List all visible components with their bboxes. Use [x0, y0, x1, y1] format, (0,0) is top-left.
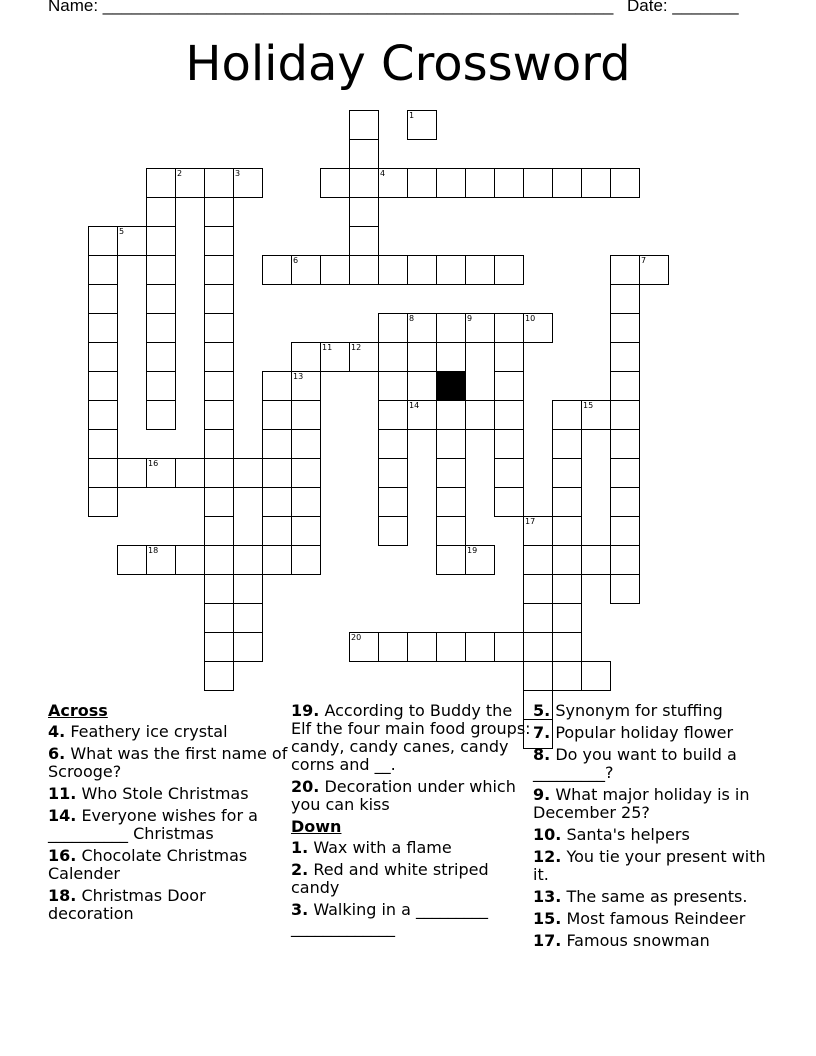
down-clue-10: 10. Santa's helpers	[533, 825, 690, 844]
down-clue-13: 13. The same as presents.	[533, 887, 748, 906]
grid-cell[interactable]	[146, 197, 176, 227]
across-heading: Across	[48, 701, 108, 720]
grid-cell[interactable]	[204, 545, 234, 575]
grid-cell[interactable]	[378, 458, 408, 488]
down-clue-9: 9. What major holiday is in December 25?	[533, 785, 750, 822]
clue-number-label: 12	[351, 343, 362, 352]
grid-cell[interactable]	[146, 255, 176, 285]
grid-cell[interactable]	[610, 516, 640, 546]
grid-cell[interactable]	[494, 632, 524, 662]
grid-cell[interactable]	[552, 545, 582, 575]
grid-cell[interactable]	[436, 168, 466, 198]
grid-cell[interactable]	[494, 255, 524, 285]
grid-cell[interactable]	[465, 400, 495, 430]
grid-cell[interactable]	[88, 429, 118, 459]
grid-cell[interactable]	[175, 458, 205, 488]
grid-cell[interactable]	[494, 168, 524, 198]
grid-cell[interactable]	[117, 226, 147, 256]
grid-cell[interactable]	[204, 429, 234, 459]
grid-cell[interactable]	[610, 487, 640, 517]
grid-cell[interactable]	[233, 574, 263, 604]
clue-column-1	[48, 702, 288, 927]
across-clue-16: 16. Chocolate Christmas Calender	[48, 846, 248, 883]
grid-cell[interactable]	[349, 632, 379, 662]
grid-cell[interactable]	[581, 661, 611, 691]
grid-cell[interactable]	[494, 371, 524, 401]
grid-cell[interactable]	[233, 545, 263, 575]
grid-cell[interactable]	[610, 313, 640, 343]
grid-cell[interactable]	[465, 168, 495, 198]
grid-cell[interactable]	[88, 487, 118, 517]
grid-cell[interactable]	[436, 487, 466, 517]
grid-cell[interactable]	[88, 226, 118, 256]
grid-cell[interactable]	[407, 632, 437, 662]
down-clue-17: 17. Famous snowman	[533, 931, 710, 950]
grid-cell[interactable]	[204, 342, 234, 372]
grid-cell[interactable]	[262, 255, 292, 285]
grid-cell[interactable]	[146, 545, 176, 575]
grid-cell[interactable]	[291, 516, 321, 546]
name-field[interactable]: Name: ______________________________________________________	[48, 0, 614, 15]
grid-cell[interactable]	[552, 429, 582, 459]
grid-cell[interactable]	[262, 545, 292, 575]
down-clue-1: 1. Wax with a flame	[291, 838, 452, 857]
grid-cell[interactable]	[320, 168, 350, 198]
clue-number-label: 17	[525, 517, 536, 526]
grid-cell[interactable]	[88, 458, 118, 488]
down-clue-3: 3. Walking in a _________ _____________	[291, 900, 489, 937]
grid-cell[interactable]	[581, 545, 611, 575]
grid-cell[interactable]	[436, 458, 466, 488]
grid-cell[interactable]	[204, 458, 234, 488]
grid-cell[interactable]	[378, 342, 408, 372]
down-clue-7: 7. Popular holiday flower	[533, 723, 734, 742]
grid-cell[interactable]	[204, 226, 234, 256]
grid-cell[interactable]	[465, 632, 495, 662]
clue-number-label: 5	[119, 227, 125, 236]
grid-cell[interactable]	[146, 371, 176, 401]
grid-cell[interactable]	[291, 342, 321, 372]
grid-cell[interactable]	[88, 313, 118, 343]
grid-cell[interactable]	[204, 516, 234, 546]
clue-number-label: 1	[409, 111, 415, 120]
grid-cell[interactable]	[146, 168, 176, 198]
grid-cell[interactable]	[291, 429, 321, 459]
grid-cell[interactable]	[262, 458, 292, 488]
grid-cell[interactable]	[465, 313, 495, 343]
clue-number-label: 14	[409, 401, 420, 410]
grid-cell[interactable]	[610, 342, 640, 372]
clue-number-label: 8	[409, 314, 415, 323]
grid-cell[interactable]	[436, 429, 466, 459]
down-clue-5: 5. Synonym for stuffing	[533, 701, 723, 720]
grid-cell[interactable]	[349, 342, 379, 372]
grid-cell[interactable]	[494, 458, 524, 488]
grid-cell[interactable]	[436, 632, 466, 662]
grid-cell[interactable]	[88, 400, 118, 430]
grid-cell[interactable]	[378, 487, 408, 517]
clue-number-label: 10	[525, 314, 536, 323]
grid-cell[interactable]	[436, 400, 466, 430]
grid-cell[interactable]	[610, 545, 640, 575]
grid-cell[interactable]	[204, 574, 234, 604]
grid-cell[interactable]	[378, 429, 408, 459]
grid-cell[interactable]	[349, 197, 379, 227]
grid-cell[interactable]	[146, 458, 176, 488]
grid-cell[interactable]	[581, 168, 611, 198]
grid-cell[interactable]	[349, 139, 379, 169]
grid-cell[interactable]	[204, 168, 234, 198]
grid-cell[interactable]	[175, 168, 205, 198]
grid-cell[interactable]	[610, 429, 640, 459]
grid-cell[interactable]	[610, 255, 640, 285]
grid-cell[interactable]	[146, 284, 176, 314]
grid-cell[interactable]	[262, 400, 292, 430]
clue-number-label: 4	[380, 169, 386, 178]
grid-cell[interactable]	[378, 632, 408, 662]
grid-cell[interactable]	[88, 255, 118, 285]
grid-cell[interactable]	[494, 429, 524, 459]
grid-cell[interactable]	[523, 632, 553, 662]
grid-cell[interactable]	[146, 226, 176, 256]
grid-cell[interactable]	[436, 313, 466, 343]
clue-number-label: 15	[583, 401, 594, 410]
grid-cell[interactable]	[610, 574, 640, 604]
grid-cell[interactable]	[610, 168, 640, 198]
across-clue-6: 6. What was the first name of Scrooge?	[48, 744, 288, 781]
grid-cell[interactable]	[175, 545, 205, 575]
grid-cell[interactable]	[204, 400, 234, 430]
grid-cell[interactable]	[407, 400, 437, 430]
grid-cell[interactable]	[407, 110, 437, 140]
grid-cell[interactable]	[146, 400, 176, 430]
grid-cell[interactable]	[291, 400, 321, 430]
grid-cell[interactable]	[233, 603, 263, 633]
grid-cell[interactable]	[610, 400, 640, 430]
grid-cell[interactable]	[204, 603, 234, 633]
clue-number-label: 6	[293, 256, 299, 265]
grid-cell[interactable]	[146, 313, 176, 343]
clue-number-label: 18	[148, 546, 159, 555]
grid-cell[interactable]	[378, 371, 408, 401]
across-clue-19: 19. According to Buddy the Elf the four main food groups: candy, candy canes, candy corns and __.	[291, 701, 531, 774]
grid-cell[interactable]	[523, 516, 553, 546]
grid-cell[interactable]	[204, 661, 234, 691]
grid-cell[interactable]	[262, 516, 292, 546]
grid-cell[interactable]	[262, 429, 292, 459]
grid-cell[interactable]	[320, 255, 350, 285]
grid-cell[interactable]	[349, 168, 379, 198]
grid-cell[interactable]	[233, 168, 263, 198]
grid-cell[interactable]	[639, 255, 669, 285]
grid-cell[interactable]	[465, 255, 495, 285]
grid-cell[interactable]	[552, 168, 582, 198]
grid-cell[interactable]	[349, 255, 379, 285]
down-clue-2: 2. Red and white striped candy	[291, 860, 489, 897]
grid-cell[interactable]	[494, 313, 524, 343]
grid-cell[interactable]	[204, 284, 234, 314]
grid-cell[interactable]	[262, 487, 292, 517]
grid-cell[interactable]	[378, 168, 408, 198]
grid-cell[interactable]	[436, 342, 466, 372]
grid-cell[interactable]	[610, 284, 640, 314]
grid-cell[interactable]	[552, 400, 582, 430]
grid-cell[interactable]	[523, 168, 553, 198]
grid-cell[interactable]	[552, 516, 582, 546]
clue-number-label: 3	[235, 169, 241, 178]
grid-cell[interactable]	[204, 255, 234, 285]
clue-number-label: 9	[467, 314, 473, 323]
grid-cell[interactable]	[378, 313, 408, 343]
grid-cell[interactable]	[88, 342, 118, 372]
grid-cell[interactable]	[88, 284, 118, 314]
grid-cell[interactable]	[204, 632, 234, 662]
grid-cell[interactable]	[291, 458, 321, 488]
grid-cell[interactable]	[291, 255, 321, 285]
grid-cell[interactable]	[523, 603, 553, 633]
grid-cell[interactable]	[407, 313, 437, 343]
grid-cell[interactable]	[88, 371, 118, 401]
grid-cell[interactable]	[523, 661, 553, 691]
grid-cell[interactable]	[117, 545, 147, 575]
grid-cell[interactable]	[610, 371, 640, 401]
grid-cell[interactable]	[523, 545, 553, 575]
grid-cell[interactable]	[349, 226, 379, 256]
grid-cell[interactable]	[494, 400, 524, 430]
clue-number-label: 2	[177, 169, 183, 178]
down-clue-15: 15. Most famous Reindeer	[533, 909, 746, 928]
clue-number-label: 16	[148, 459, 159, 468]
across-clue-11: 11. Who Stole Christmas	[48, 784, 249, 803]
down-clue-8: 8. Do you want to build a _________?	[533, 745, 737, 782]
grid-cell[interactable]	[204, 371, 234, 401]
grid-cell[interactable]	[378, 516, 408, 546]
grid-cell[interactable]	[581, 400, 611, 430]
grid-cell[interactable]	[262, 371, 292, 401]
grid-cell[interactable]	[291, 545, 321, 575]
grid-cell[interactable]	[117, 458, 147, 488]
clue-number-label: 19	[467, 546, 478, 555]
grid-cell[interactable]	[291, 487, 321, 517]
grid-cell[interactable]	[146, 342, 176, 372]
grid-cell[interactable]	[378, 400, 408, 430]
grid-cell[interactable]	[436, 545, 466, 575]
grid-cell[interactable]	[233, 458, 263, 488]
grid-cell[interactable]	[523, 574, 553, 604]
grid-cell[interactable]	[233, 632, 263, 662]
grid-block	[436, 371, 466, 401]
grid-cell[interactable]	[436, 516, 466, 546]
grid-cell[interactable]	[494, 342, 524, 372]
clue-number-label: 13	[293, 372, 304, 381]
clue-column-3	[533, 702, 773, 954]
grid-cell[interactable]	[523, 313, 553, 343]
grid-cell[interactable]	[465, 545, 495, 575]
grid-cell[interactable]	[378, 255, 408, 285]
across-clue-20: 20. Decoration under which you can kiss	[291, 777, 516, 814]
grid-cell[interactable]	[552, 487, 582, 517]
clue-number-label: 7	[641, 256, 647, 265]
clue-column-2	[291, 702, 531, 941]
grid-cell[interactable]	[552, 661, 582, 691]
grid-cell[interactable]	[552, 458, 582, 488]
clue-number-label: 11	[322, 343, 333, 352]
across-clue-4: 4. Feathery ice crystal	[48, 722, 228, 741]
grid-cell[interactable]	[552, 632, 582, 662]
across-clue-14: 14. Everyone wishes for a __________ Christmas	[48, 806, 258, 843]
grid-cell[interactable]	[204, 197, 234, 227]
grid-cell[interactable]	[204, 487, 234, 517]
down-clue-12: 12. You tie your present with it.	[533, 847, 766, 884]
grid-cell[interactable]	[436, 255, 466, 285]
across-clue-18: 18. Christmas Door decoration	[48, 886, 206, 923]
grid-cell[interactable]	[552, 574, 582, 604]
grid-cell[interactable]	[349, 110, 379, 140]
grid-cell[interactable]	[204, 313, 234, 343]
grid-cell[interactable]	[291, 371, 321, 401]
grid-cell[interactable]	[494, 487, 524, 517]
grid-cell[interactable]	[407, 255, 437, 285]
grid-cell[interactable]	[407, 342, 437, 372]
grid-cell[interactable]	[610, 458, 640, 488]
grid-cell[interactable]	[407, 168, 437, 198]
grid-cell[interactable]	[320, 342, 350, 372]
page-title: Holiday Crossword	[185, 36, 631, 92]
clue-number-label: 20	[351, 633, 362, 642]
down-heading: Down	[291, 817, 342, 836]
grid-cell[interactable]	[552, 603, 582, 633]
date-field[interactable]: Date: _______	[627, 0, 739, 15]
